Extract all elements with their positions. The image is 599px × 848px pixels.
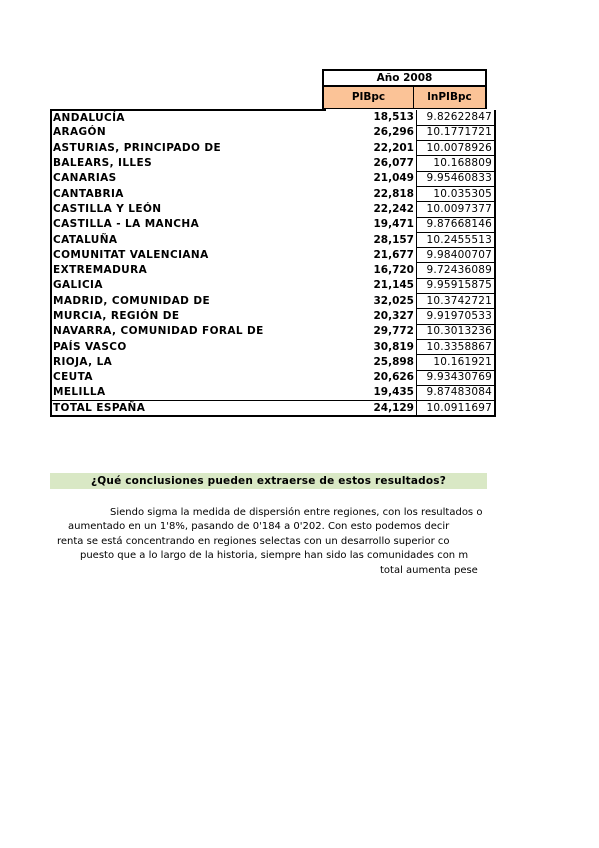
pibpc-cell: 24,129 — [326, 401, 417, 417]
region-name-cell: ANDALUCÍA — [51, 110, 326, 125]
region-name-cell: CANARIAS — [51, 171, 326, 186]
region-name-cell: CASTILLA Y LEÓN — [51, 202, 326, 217]
region-name-cell: RIOJA, LA — [51, 355, 326, 370]
lnpibpc-cell: 10.3358867 — [417, 339, 496, 354]
region-name-cell: NAVARRA, COMUNIDAD FORAL DE — [51, 324, 326, 339]
lnpibpc-cell: 10.168809 — [417, 156, 496, 171]
table-row — [51, 385, 495, 400]
lnpibpc-cell: 10.1771721 — [417, 125, 496, 140]
pibpc-cell: 29,772 — [326, 324, 417, 339]
region-name-cell: EXTREMADURA — [51, 263, 326, 278]
table-row — [51, 186, 495, 201]
answer-line: puesto que a lo largo de la historia, siempre han sido las comunidades con m — [80, 550, 469, 562]
lnpibpc-cell: 10.0911697 — [417, 401, 496, 417]
lnpibpc-cell: 9.91970533 — [417, 309, 496, 324]
table-row — [51, 355, 495, 370]
table-row — [51, 309, 495, 324]
lnpibpc-cell: 9.95460833 — [417, 171, 496, 186]
answer-line: renta se está concentrando en regiones selectas con un desarrollo superior co — [57, 535, 450, 547]
lnpibpc-cell: 10.0078926 — [417, 141, 496, 156]
column-header-pibpc: PIBpc — [324, 87, 414, 108]
table-row — [51, 125, 495, 140]
pibpc-cell: 30,819 — [326, 339, 417, 354]
column-header-row — [322, 85, 487, 109]
table-row — [51, 294, 495, 309]
pibpc-cell: 21,145 — [326, 278, 417, 293]
pibpc-cell: 20,327 — [326, 309, 417, 324]
total-row — [51, 401, 495, 417]
pibpc-cell: 26,296 — [326, 125, 417, 140]
answer-paragraph — [50, 506, 490, 578]
region-name-cell: MADRID, COMUNIDAD DE — [51, 294, 326, 309]
region-name-cell: ASTURIAS, PRINCIPADO DE — [51, 141, 326, 156]
lnpibpc-cell: 10.0097377 — [417, 202, 496, 217]
pibpc-cell: 19,471 — [326, 217, 417, 232]
pibpc-cell: 32,025 — [326, 294, 417, 309]
region-name-cell: TOTAL ESPAÑA — [51, 401, 326, 417]
pibpc-cell: 19,435 — [326, 385, 417, 400]
pibpc-cell: 28,157 — [326, 232, 417, 247]
region-name-cell: COMUNITAT VALENCIANA — [51, 248, 326, 263]
pibpc-cell: 22,818 — [326, 186, 417, 201]
lnpibpc-cell: 10.035305 — [417, 186, 496, 201]
region-name-cell: CATALUÑA — [51, 232, 326, 247]
table-row — [51, 217, 495, 232]
table-row — [51, 141, 495, 156]
lnpibpc-cell: 10.161921 — [417, 355, 496, 370]
pibpc-cell: 20,626 — [326, 370, 417, 385]
lnpibpc-cell: 9.87668146 — [417, 217, 496, 232]
table-row — [51, 263, 495, 278]
answer-line: Siendo sigma la medida de dispersión entre regiones, con los resultados o — [110, 507, 483, 518]
lnpibpc-cell: 10.3742721 — [417, 294, 496, 309]
lnpibpc-cell: 9.93430769 — [417, 370, 496, 385]
pibpc-cell: 22,201 — [326, 141, 417, 156]
region-name-cell: GALICIA — [51, 278, 326, 293]
pibpc-cell: 18,513 — [326, 110, 417, 125]
region-name-cell: MELILLA — [51, 385, 326, 400]
table-row — [51, 278, 495, 293]
gdp-per-capita-table — [50, 109, 496, 417]
table-row — [51, 232, 495, 247]
table-row — [51, 156, 495, 171]
lnpibpc-cell: 9.95915875 — [417, 278, 496, 293]
table-row — [51, 202, 495, 217]
table-row — [51, 110, 495, 125]
region-name-cell: MURCIA, REGIÓN DE — [51, 309, 326, 324]
year-header: Año 2008 — [322, 69, 487, 85]
table-row — [51, 248, 495, 263]
lnpibpc-cell: 10.3013236 — [417, 324, 496, 339]
pibpc-cell: 21,677 — [326, 248, 417, 263]
lnpibpc-cell: 9.87483084 — [417, 385, 496, 400]
pibpc-cell: 21,049 — [326, 171, 417, 186]
lnpibpc-cell: 10.2455513 — [417, 232, 496, 247]
region-name-cell: CEUTA — [51, 370, 326, 385]
column-header-lnpibpc: lnPIBpc — [414, 87, 485, 108]
region-name-cell: PAÍS VASCO — [51, 339, 326, 354]
region-name-cell: ARAGÓN — [51, 125, 326, 140]
table-row — [51, 324, 495, 339]
answer-line: total aumenta pese — [380, 564, 478, 576]
region-name-cell: CANTABRIA — [51, 186, 326, 201]
pibpc-cell: 25,898 — [326, 355, 417, 370]
pibpc-cell: 26,077 — [326, 156, 417, 171]
lnpibpc-cell: 9.98400707 — [417, 248, 496, 263]
table-row — [51, 370, 495, 385]
table-row — [51, 339, 495, 354]
table-row — [51, 171, 495, 186]
region-name-cell: BALEARS, ILLES — [51, 156, 326, 171]
lnpibpc-cell: 9.72436089 — [417, 263, 496, 278]
lnpibpc-cell: 9.82622847 — [417, 110, 496, 125]
pibpc-cell: 22,242 — [326, 202, 417, 217]
question-heading: ¿Qué conclusiones pueden extraerse de estos resultados? — [50, 473, 487, 489]
pibpc-cell: 16,720 — [326, 263, 417, 278]
answer-line: aumentado en un 1'8%, pasando de 0'184 a 0'202. Con esto podemos decir — [68, 521, 450, 533]
region-name-cell: CASTILLA - LA MANCHA — [51, 217, 326, 232]
